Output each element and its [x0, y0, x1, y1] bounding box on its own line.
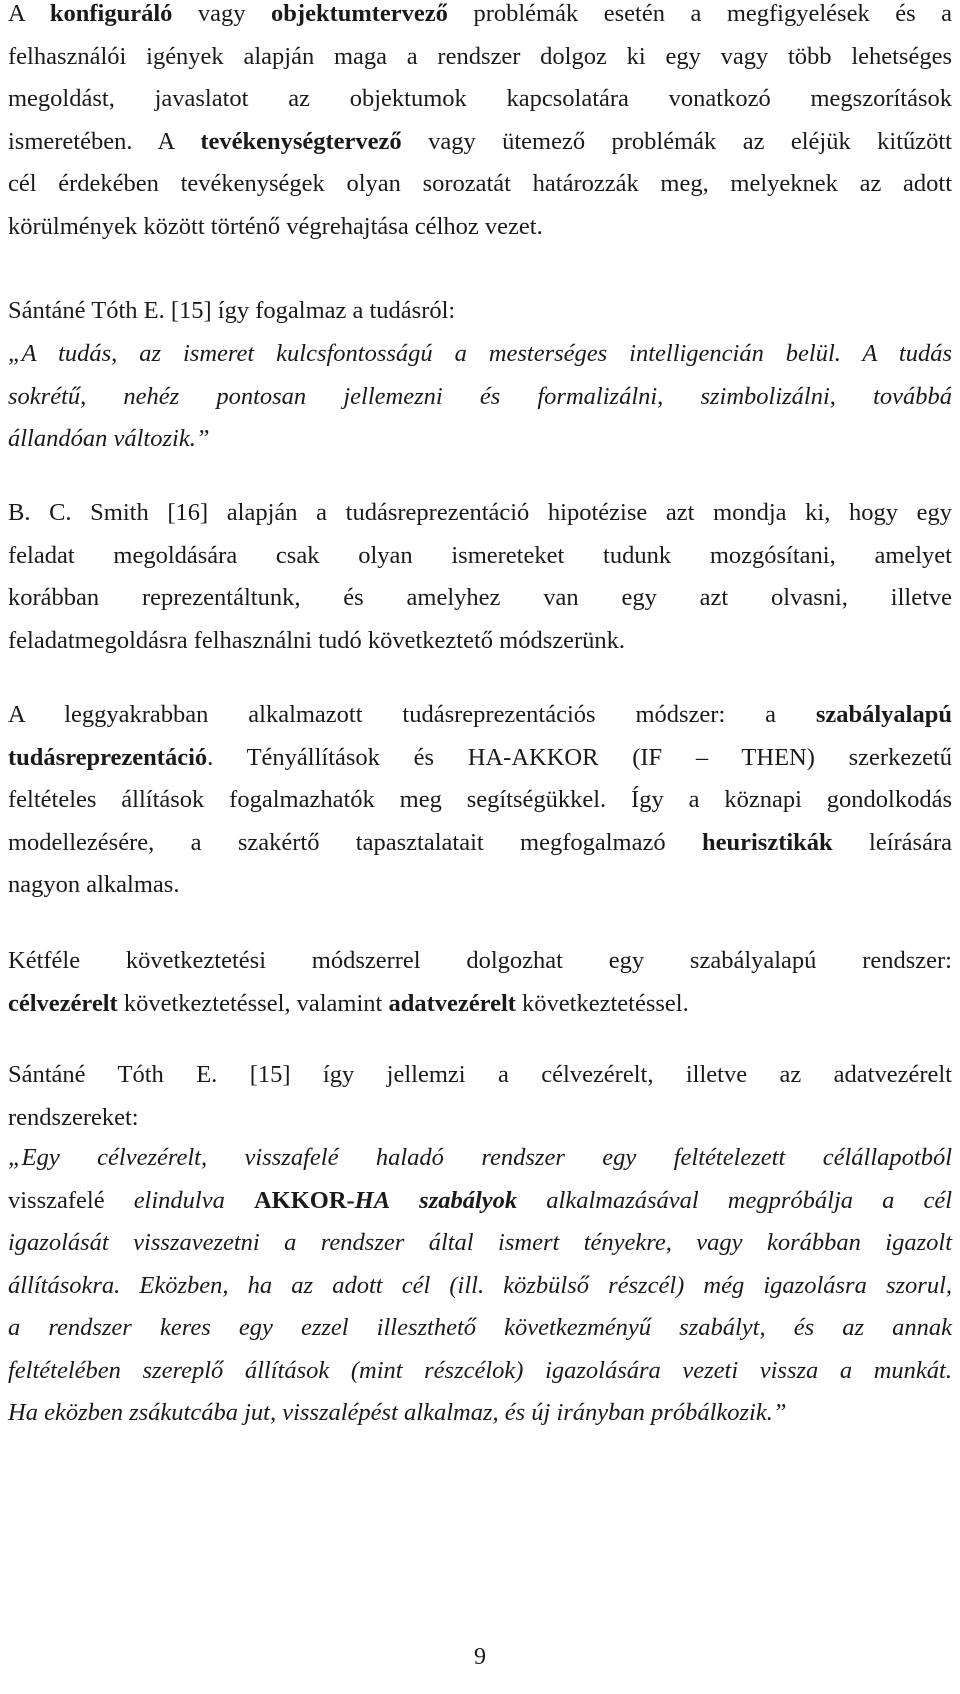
text-run: vagy ütemező problémák az eléjük kitűzött: [401, 127, 952, 155]
quote-goal-driven: [8, 1137, 952, 1435]
text-line: feltételes állítások fogalmazhatók meg segítségükkel. Így a köznapi gondolkodás: [8, 786, 952, 813]
term-szabalyok: szabályok: [419, 1186, 518, 1214]
paragraph-smith-hypothesis: [8, 492, 952, 662]
paragraph-problem-types: [8, 0, 952, 248]
text-line: állításokra. Eközben, ha az adott cél (ill. közbülső részcél) még igazolásra szorul,: [8, 1271, 952, 1299]
text-line: B. C. Smith [16] alapján a tudásreprezentáció hipotézise azt mondja ki, hogy egy: [8, 499, 952, 526]
term-objektumtervezo: objektumtervező: [271, 0, 448, 27]
text-line: [8, 822, 952, 865]
text-run: visszafelé: [8, 1186, 105, 1214]
term-celvezerelt: célvezérelt: [8, 989, 118, 1017]
text-line: cél érdekében tevékenységek olyan sorozatát határozzák meg, melyeknek az adott: [8, 170, 952, 197]
page-number: 9: [474, 1644, 486, 1670]
text-line: [8, 121, 952, 164]
text-line: [8, 1180, 952, 1223]
text-run: problémák esetén a megfigyelések és a: [447, 0, 953, 27]
text-run: [390, 1187, 419, 1214]
text-line: Kétféle következtetési módszerrel dolgozhat egy szabályalapú rendszer:: [8, 947, 952, 974]
text-run: alkalmazásával megpróbálja a cél: [517, 1186, 952, 1214]
text-line: feladatmegoldásra felhasználni tudó következtető módszerünk.: [8, 626, 626, 654]
text-run: leírására: [832, 828, 952, 856]
term-adatvezerelt: adatvezérelt: [388, 989, 516, 1017]
term-tevekenysegtervezo: tevékenységtervező: [200, 127, 402, 155]
paragraph-citation-systems: [8, 1054, 952, 1139]
text-line: korábban reprezentáltunk, és amelyhez van egy azt olvasni, illetve: [8, 584, 952, 611]
text-line: [8, 0, 952, 36]
text-line: feladat megoldására csak olyan ismereteket tudunk mozgósítani, amelyet: [8, 541, 952, 569]
text-line: rendszereket:: [8, 1103, 139, 1131]
term-szabalyalapu: szabályalapú: [815, 701, 952, 728]
term-ha: HA: [354, 1186, 391, 1214]
text-line: megoldást, javaslatot az objektumok kapcsolatára vonatkozó megszorítások: [8, 85, 952, 112]
text-run: modellezésére, a szakértő tapasztalatait megfogalmazó: [8, 828, 702, 856]
text-line: „Egy célvezérelt, visszafelé haladó rendszer egy feltételezett célállapotból: [8, 1144, 952, 1171]
text-line: felhasználói igények alapján maga a rendszer dolgoz ki egy vagy több lehetséges: [8, 42, 952, 70]
text-line: „A tudás, az ismeret kulcsfontosságú a mesterséges intelligencián belül. A tudás: [8, 340, 952, 367]
paragraph-inference-methods: [8, 940, 952, 1025]
quote-knowledge: [8, 333, 952, 461]
term-heurisztikak: heurisztikák: [701, 828, 833, 856]
text-line: állandóan változik.”: [8, 425, 210, 452]
text-run: ismeretében. A: [8, 127, 201, 155]
text-line: Sántáné Tóth E. [15] így jellemzi a célvezérelt, illetve az adatvezérelt: [8, 1061, 952, 1088]
text-run: következtetéssel.: [515, 989, 689, 1017]
text-line: [8, 737, 952, 780]
text-line: feltételében szereplő állítások (mint részcélok) igazolására vezeti vissza a munkát.: [8, 1356, 952, 1384]
text-run: elindulva: [104, 1186, 254, 1214]
text-line: Ha eközben zsákutcába jut, visszalépést alkalmaz, és új irányban próbálkozik.”: [8, 1399, 787, 1426]
text-run: A: [8, 0, 50, 27]
text-line: sokrétű, nehéz pontosan jellemezni és formalizálni, szimbolizálni, továbbá: [8, 382, 952, 410]
text-line: Sántáné Tóth E. [15] így fogalmaz a tudásról:: [8, 297, 456, 324]
text-run: vagy: [172, 0, 272, 27]
text-run: A leggyakrabban alkalmazott tudásreprezentációs módszer: a: [8, 701, 816, 728]
paragraph-rule-based: [8, 694, 952, 907]
paragraph-citation-intro: [8, 290, 952, 333]
text-line: a rendszer keres egy ezzel illeszthető következményű szabályt, és az annak: [8, 1314, 952, 1341]
text-line: körülmények között történő végrehajtása célhoz vezet.: [8, 212, 543, 240]
text-line: igazolását visszavezetni a rendszer által ismert tényekre, vagy korábban igazolt: [8, 1229, 952, 1256]
text-line: nagyon alkalmas.: [8, 871, 180, 898]
text-line: [8, 694, 952, 737]
text-run: . Tényállítások és HA-AKKOR (IF – THEN) szerkezetű: [207, 743, 952, 771]
text-run: következtetéssel, valamint: [117, 989, 389, 1017]
text-line: [8, 983, 952, 1026]
term-konfigurator: konfiguráló: [49, 0, 173, 27]
term-tudasreprezentacio: tudásreprezentáció: [8, 743, 208, 771]
term-akkor: AKKOR-: [253, 1186, 355, 1214]
